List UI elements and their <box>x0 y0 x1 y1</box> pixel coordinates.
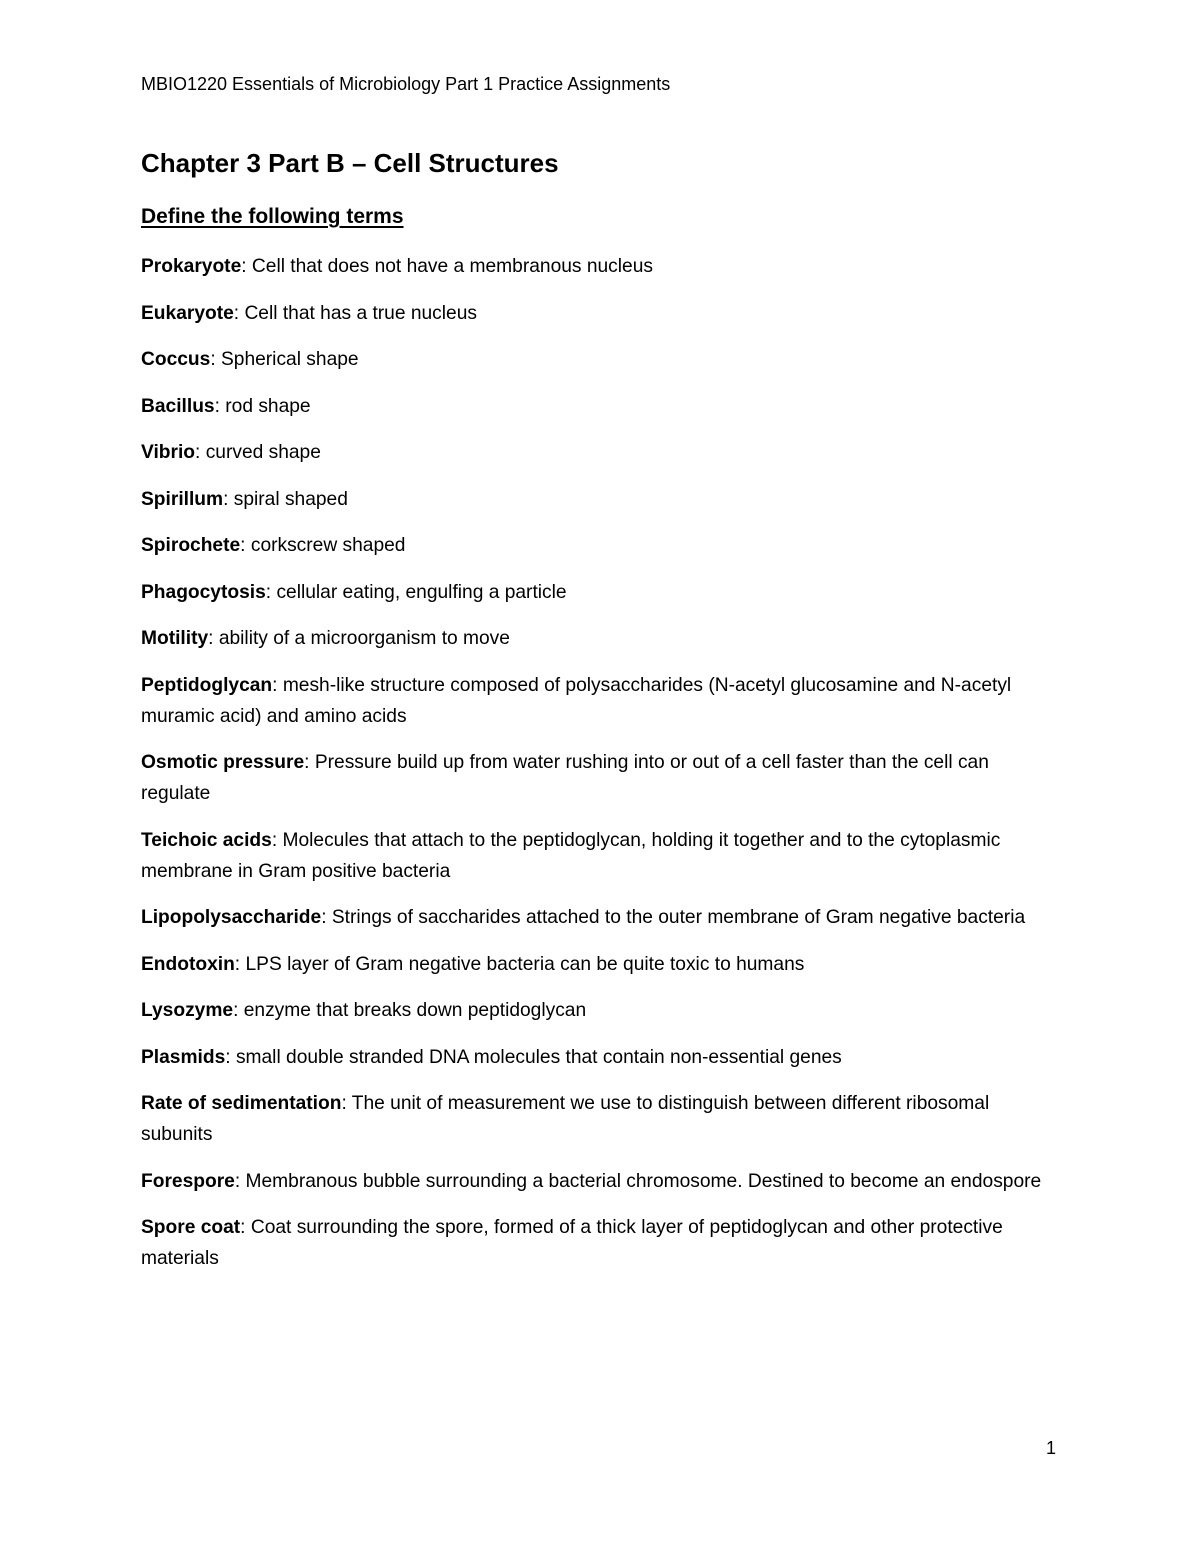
term-spirochete: Spirochete: corkscrew shaped <box>141 535 406 556</box>
term-definition: Coat surrounding the spore, formed of a thick layer of peptidoglycan and other protective materials <box>141 1217 1003 1269</box>
term-name: Eukaryote <box>141 302 234 324</box>
term-definition: spiral shaped <box>233 488 348 510</box>
term-definition: Pressure build up from water rushing into or out of a cell faster than the cell can regulate <box>141 752 989 804</box>
term-definition: curved shape <box>205 442 321 463</box>
term-definition: Spherical shape <box>220 349 359 370</box>
term-name: Osmotic pressure <box>141 752 305 773</box>
term-peptidoglycan: Peptidoglycan: mesh-like structure composed of polysaccharides (N-acetyl glucosamine and N-acetyl muramic acid) and amino acids <box>141 674 1012 727</box>
term-definition: Molecules that attach to the peptidoglycan, holding it together and to the cytoplasmic membrane in Gram positive bacteria <box>141 829 1001 882</box>
term-name: Lysozyme <box>141 1000 234 1021</box>
term-vibrio: Vibrio: curved shape <box>141 442 321 463</box>
term-definition: The unit of measurement we use to distinguish between different ribosomal subunits <box>141 1093 990 1145</box>
term-name: Teichoic acids <box>141 829 272 851</box>
chapter-title: Chapter 3 Part B – Cell Structures <box>141 148 559 178</box>
term-spore-coat: Spore coat: Coat surrounding the spore, formed of a thick layer of peptidoglycan and other protective materials <box>141 1217 1003 1269</box>
term-name: Rate of sedimentation <box>141 1093 342 1114</box>
term-name: Spirochete <box>141 535 241 556</box>
term-lysozyme: Lysozyme: enzyme that breaks down peptidoglycan <box>141 1000 587 1021</box>
term-name: Forespore <box>141 1170 235 1192</box>
term-definition: LPS layer of Gram negative bacteria can be quite toxic to humans <box>245 953 805 975</box>
page-header: MBIO1220 Essentials of Microbiology Part 1 Practice Assignments <box>141 74 671 94</box>
term-definition: corkscrew shaped <box>250 535 406 556</box>
term-forespore: Forespore: Membranous bubble surrounding a bacterial chromosome. Destined to become an endospore <box>141 1170 1042 1192</box>
term-name: Vibrio <box>141 442 196 463</box>
term-name: Plasmids <box>141 1046 226 1068</box>
term-plasmids: Plasmids: small double stranded DNA molecules that contain non-essential genes <box>141 1046 842 1068</box>
term-rate-of-sedimentation: Rate of sedimentation: The unit of measurement we use to distinguish between different ribosomal subunits <box>141 1093 990 1145</box>
term-phagocytosis: Phagocytosis: cellular eating, engulfing a particle <box>141 581 567 603</box>
term-teichoic-acids: Teichoic acids: Molecules that attach to the peptidoglycan, holding it together and to the cytoplasmic membrane in Gram positive bacteria <box>141 829 1001 882</box>
term-lipopolysaccharide: Lipopolysaccharide: Strings of saccharides attached to the outer membrane of Gram negative bacteria <box>141 907 1026 928</box>
term-bacillus: Bacillus: rod shape <box>141 395 311 417</box>
term-name: Coccus <box>141 349 211 370</box>
term-definition: Cell that does not have a membranous nucleus <box>251 256 653 277</box>
term-definition: ability of a microorganism to move <box>218 628 510 649</box>
term-endotoxin: Endotoxin: LPS layer of Gram negative bacteria can be quite toxic to humans <box>141 953 805 975</box>
term-definition: Strings of saccharides attached to the outer membrane of Gram negative bacteria <box>331 907 1026 928</box>
term-name: Lipopolysaccharide <box>141 907 322 928</box>
term-prokaryote: Prokaryote: Cell that does not have a membranous nucleus <box>141 256 653 277</box>
term-osmotic-pressure: Osmotic pressure: Pressure build up from water rushing into or out of a cell faster than the cell can regulate <box>141 752 989 804</box>
term-name: Endotoxin <box>141 953 235 975</box>
term-name: Peptidoglycan <box>141 674 273 696</box>
term-name: Spirillum <box>141 488 224 510</box>
term-definition: enzyme that breaks down peptidoglycan <box>243 1000 587 1021</box>
term-definition: cellular eating, engulfing a particle <box>276 581 567 603</box>
page-number: 1 <box>1046 1438 1057 1458</box>
term-name: Phagocytosis <box>141 581 266 603</box>
section-heading: Define the following terms <box>141 205 404 228</box>
term-definition: Cell that has a true nucleus <box>244 302 477 324</box>
term-definition: rod shape <box>225 395 311 417</box>
term-coccus: Coccus: Spherical shape <box>141 349 359 370</box>
term-spirillum: Spirillum: spiral shaped <box>141 488 348 510</box>
term-name: Bacillus <box>141 395 215 417</box>
term-name: Prokaryote <box>141 256 242 277</box>
term-definition: Membranous bubble surrounding a bacterial chromosome. Destined to become an endospore <box>245 1170 1042 1192</box>
term-definition: mesh-like structure composed of polysaccharides (N-acetyl glucosamine and N-acetyl muramic acid) and amino acids <box>141 674 1012 727</box>
term-motility: Motility: ability of a microorganism to move <box>141 628 510 649</box>
term-name: Motility <box>141 628 209 649</box>
term-name: Spore coat <box>141 1217 241 1238</box>
terms-list <box>141 251 1056 1290</box>
term-eukaryote: Eukaryote: Cell that has a true nucleus <box>141 302 477 324</box>
term-definition: small double stranded DNA molecules that contain non-essential genes <box>235 1046 842 1068</box>
